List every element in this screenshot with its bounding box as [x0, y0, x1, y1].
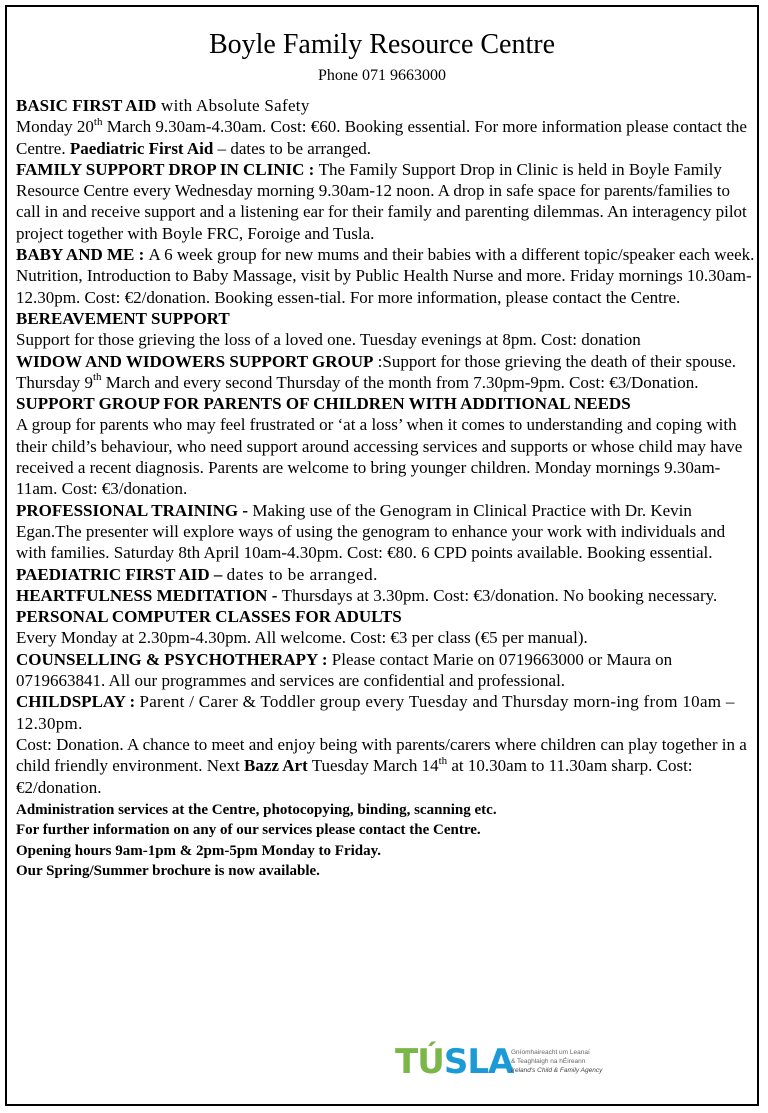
tusla-wordmark [395, 1042, 513, 1082]
logo-letter: Ú [417, 1042, 444, 1082]
logo-letter: T [395, 1042, 418, 1082]
section-first-aid: BASIC FIRST AID with Absolute Safety Monday 20th March 9.30am-4.30am. Cost: €60. Booking essential. For more information please contact the Centre. Paediatric First Aid – dates to be arranged. [16, 96, 747, 158]
section-parents-additional-needs: SUPPORT GROUP FOR PARENTS OF CHILDREN WITH ADDITIONAL NEEDS A group for parents who may feel frustrated or ‘at a loss’ when it comes to understanding and coping with their child’s behaviour, who need support around accessing services and supports or whose child may have received a recent diagnosis. Parents are welcome to bring younger children. Monday mornings 9.30am-11am. Cost: €3/donation. [16, 394, 743, 499]
section-computer-classes: PERSONAL COMPUTER CLASSES FOR ADULTS Every Monday at 2.30pm-4.30pm. All welcome. Cost: €3 per class (€5 per manual). [16, 607, 588, 648]
section-widow: WIDOW AND WIDOWERS SUPPORT GROUP :Support for those grieving the death of their spouse. Thursday 9th March and every second Thursday of the month from 7.30pm-9pm. Cost: €3/Donation. [16, 351, 737, 392]
footer-note: Opening hours 9am-1pm & 2pm-5pm Monday to Friday. [16, 842, 382, 859]
section-heading: FAMILY SUPPORT DROP IN CLINIC : [16, 159, 319, 179]
section-heading: BEREAVEMENT SUPPORT [16, 308, 230, 328]
phone-number: Phone 071 9663000 [318, 67, 446, 84]
section-bereavement: BEREAVEMENT SUPPORT Support for those grieving the loss of a loved one. Tuesday evenings at 8pm. Cost: donation [16, 308, 641, 350]
logo-letter: A [487, 1042, 514, 1082]
footer-note: Administration services at the Centre, photocopying, binding, scanning etc. [16, 801, 497, 818]
page-title: Boyle Family Resource Centre [208, 29, 556, 60]
section-heading: WIDOW AND WIDOWERS SUPPORT GROUP [16, 351, 374, 371]
section-family-support: FAMILY SUPPORT DROP IN CLINIC : The Family Support Drop in Clinic is held in Boyle Family Resource Centre every Wednesday morning 9.30am-12 noon. A drop in safe space for parents/families to call in and receive support and a listening ear for their family and parenting dilemmas. An interagency pilot project together with Boyle FRC, Foroige and Tusla. [16, 159, 747, 243]
content [16, 95, 756, 882]
tusla-logo [395, 1038, 615, 1088]
footer-note: Our Spring/Summer brochure is now available. [16, 863, 320, 880]
section-paediatric: PAEDIATRIC FIRST AID – dates to be arranged. [16, 564, 378, 584]
agency-name: Gníomhaireacht um Leanaí & Teaghlaigh na hÉireann Ireland's Child & Family Agency [511, 1049, 603, 1074]
section-meditation: HEARTFULNESS MEDITATION - Thursdays at 3.30pm. Cost: €3/donation. No booking necessary. [16, 585, 718, 605]
section-heading: CHILDSPLAY : [16, 692, 140, 712]
footer-notes [16, 800, 756, 882]
section-childsplay-details: Cost: Donation. A chance to meet and enjoy being with parents/carers where children can play together in a child friendly environment. Next Bazz Art Tuesday March 14th at 10.30am to 11.30am sharp. Cost: €2/donation. [16, 734, 747, 797]
footer-note: For further information on any of our services please contact the Centre. [16, 822, 481, 839]
section-heading: COUNSELLING & PSYCHOTHERAPY : [16, 649, 332, 669]
section-childsplay: CHILDSPLAY : Parent / Carer & Toddler group every Tuesday and Thursday morn-ing from 10am – 12.30pm. [16, 692, 735, 733]
section-heading: SUPPORT GROUP FOR PARENTS OF CHILDREN WITH ADDITIONAL NEEDS [16, 394, 631, 414]
section-heading: PERSONAL COMPUTER CLASSES FOR ADULTS [16, 607, 402, 627]
section-heading: HEARTFULNESS MEDITATION - [16, 585, 282, 605]
section-heading: PROFESSIONAL TRAINING - [16, 500, 253, 520]
section-baby-and-me: BABY AND ME : A 6 week group for new mums and their babies with a different topic/speaker each week. Nutrition, Introduction to Baby Massage, visit by Public Health Nurse and more. Friday mornings 10.30am-12.30pm. Cost: €2/donation. Booking essen-tial. For more information, please contact the Centre. [16, 245, 755, 307]
section-heading: PAEDIATRIC FIRST AID – [16, 564, 227, 584]
section-counselling: COUNSELLING & PSYCHOTHERAPY : Please contact Marie on 0719663000 or Maura on 0719663841. All our programmes and services are confidential and professional. [16, 649, 673, 691]
logo-letter: S [443, 1042, 468, 1082]
logo-letter: L [467, 1042, 488, 1082]
section-heading: BASIC FIRST AID [16, 96, 157, 115]
section-heading: BABY AND ME : [16, 245, 149, 265]
section-professional-training: PROFESSIONAL TRAINING - Making use of the Genogram in Clinical Practice with Dr. Kevin Egan.The presenter will explore ways of using the genogram to enhance your work with individuals and with families. Saturday 8th April 10am-4.30pm. Cost: €80. 6 CPD points available. Booking essential. [16, 500, 726, 563]
